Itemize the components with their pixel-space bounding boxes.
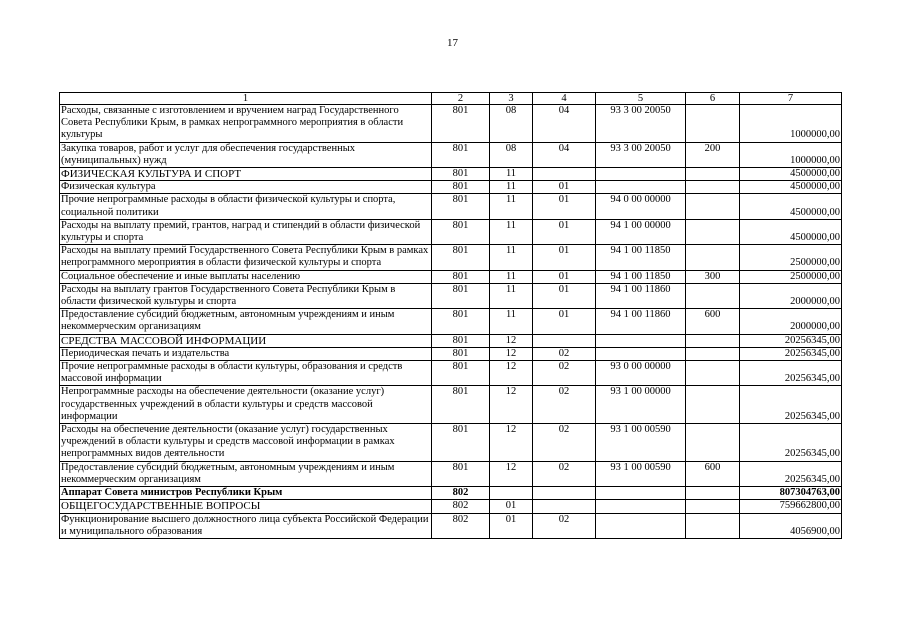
cell-name: Расходы, связанные с изготовлением и вручением наград Государственного Совета Республики Крым, в рамках непрограммного мероприятия в области культуры	[60, 105, 432, 143]
cell-target-article: 94 1 00 00000	[596, 219, 686, 244]
cell-section: 11	[490, 283, 533, 308]
cell-department: 801	[432, 424, 490, 462]
cell-name: ОБЩЕГОСУДАРСТВЕННЫЕ ВОПРОСЫ	[60, 500, 432, 513]
cell-amount: 20256345,00	[740, 386, 842, 424]
cell-section: 01	[490, 500, 533, 513]
budget-table	[59, 92, 842, 539]
table-body	[60, 105, 842, 539]
cell-subsection: 01	[533, 181, 596, 194]
cell-target-article: 93 1 00 00000	[596, 386, 686, 424]
cell-expense-type	[686, 487, 740, 500]
cell-expense-type	[686, 181, 740, 194]
cell-name: Закупка товаров, работ и услуг для обеспечения государственных (муниципальных) нужд	[60, 142, 432, 167]
cell-subsection: 01	[533, 309, 596, 334]
cell-target-article: 93 3 00 20050	[596, 142, 686, 167]
cell-section: 12	[490, 386, 533, 424]
cell-amount: 2000000,00	[740, 283, 842, 308]
cell-name: ФИЗИЧЕСКАЯ КУЛЬТУРА И СПОРТ	[60, 168, 432, 181]
cell-name: Аппарат Совета министров Республики Крым	[60, 487, 432, 500]
cell-amount: 807304763,00	[740, 487, 842, 500]
cell-target-article: 93 3 00 20050	[596, 105, 686, 143]
cell-subsection: 04	[533, 142, 596, 167]
cell-section: 12	[490, 461, 533, 486]
cell-subsection: 02	[533, 424, 596, 462]
cell-target-article: 93 1 00 00590	[596, 424, 686, 462]
cell-name: Социальное обеспечение и иные выплаты населению	[60, 270, 432, 283]
table-row	[60, 386, 842, 424]
header-col-7: 7	[740, 93, 842, 105]
cell-subsection	[533, 500, 596, 513]
cell-subsection: 04	[533, 105, 596, 143]
cell-amount: 20256345,00	[740, 347, 842, 360]
cell-amount: 4500000,00	[740, 181, 842, 194]
table-row	[60, 245, 842, 270]
cell-amount: 2500000,00	[740, 270, 842, 283]
cell-expense-type: 300	[686, 270, 740, 283]
cell-target-article: 94 1 00 11860	[596, 283, 686, 308]
cell-department: 801	[432, 194, 490, 219]
cell-subsection: 01	[533, 270, 596, 283]
cell-amount: 4500000,00	[740, 168, 842, 181]
cell-expense-type	[686, 168, 740, 181]
cell-subsection: 01	[533, 194, 596, 219]
table-row	[60, 461, 842, 486]
cell-amount: 1000000,00	[740, 105, 842, 143]
cell-subsection: 02	[533, 461, 596, 486]
cell-expense-type	[686, 500, 740, 513]
table-row	[60, 361, 842, 386]
cell-department: 801	[432, 105, 490, 143]
cell-subsection: 01	[533, 283, 596, 308]
cell-section: 01	[490, 513, 533, 538]
cell-section: 11	[490, 309, 533, 334]
cell-subsection: 01	[533, 219, 596, 244]
table-row	[60, 168, 842, 181]
cell-amount: 20256345,00	[740, 334, 842, 347]
cell-amount: 20256345,00	[740, 461, 842, 486]
cell-name: Предоставление субсидий бюджетным, автономным учреждениям и иным некоммерческим организациям	[60, 309, 432, 334]
cell-name: Функционирование высшего должностного лица субъекта Российской Федерации и муниципального образования	[60, 513, 432, 538]
cell-amount: 4056900,00	[740, 513, 842, 538]
cell-amount: 759662800,00	[740, 500, 842, 513]
cell-expense-type	[686, 424, 740, 462]
cell-subsection	[533, 487, 596, 500]
cell-section: 08	[490, 142, 533, 167]
cell-expense-type	[686, 361, 740, 386]
cell-expense-type	[686, 105, 740, 143]
cell-amount: 4500000,00	[740, 219, 842, 244]
cell-amount: 2500000,00	[740, 245, 842, 270]
cell-section: 11	[490, 168, 533, 181]
cell-target-article	[596, 487, 686, 500]
cell-name: Расходы на выплату премий Государственного Совета Республики Крым в рамках непрограммного мероприятия в области физической культуры и спорта	[60, 245, 432, 270]
cell-subsection	[533, 334, 596, 347]
cell-target-article: 93 1 00 00590	[596, 461, 686, 486]
page-number: 17	[447, 37, 458, 49]
cell-department: 801	[432, 361, 490, 386]
cell-target-article	[596, 347, 686, 360]
cell-amount: 20256345,00	[740, 361, 842, 386]
header-col-1: 1	[60, 93, 432, 105]
cell-expense-type	[686, 194, 740, 219]
cell-expense-type	[686, 386, 740, 424]
cell-department: 801	[432, 347, 490, 360]
cell-name: Предоставление субсидий бюджетным, автономным учреждениям и иным некоммерческим организациям	[60, 461, 432, 486]
table-row	[60, 334, 842, 347]
table-row	[60, 283, 842, 308]
cell-subsection: 02	[533, 347, 596, 360]
cell-section: 12	[490, 424, 533, 462]
table-row	[60, 219, 842, 244]
cell-expense-type	[686, 334, 740, 347]
cell-subsection: 02	[533, 513, 596, 538]
header-col-6: 6	[686, 93, 740, 105]
cell-target-article: 94 0 00 00000	[596, 194, 686, 219]
cell-name: Прочие непрограммные расходы в области физической культуры и спорта, социальной политики	[60, 194, 432, 219]
cell-expense-type	[686, 513, 740, 538]
cell-expense-type	[686, 283, 740, 308]
table-row	[60, 270, 842, 283]
cell-name: Периодическая печать и издательства	[60, 347, 432, 360]
cell-department: 801	[432, 309, 490, 334]
cell-department: 801	[432, 142, 490, 167]
cell-target-article: 94 1 00 11850	[596, 245, 686, 270]
cell-subsection: 02	[533, 361, 596, 386]
header-col-4: 4	[533, 93, 596, 105]
table-row	[60, 500, 842, 513]
cell-amount: 4500000,00	[740, 194, 842, 219]
cell-subsection	[533, 168, 596, 181]
cell-department: 801	[432, 283, 490, 308]
cell-section: 12	[490, 334, 533, 347]
cell-amount: 2000000,00	[740, 309, 842, 334]
table-row	[60, 181, 842, 194]
cell-section: 11	[490, 194, 533, 219]
cell-department: 801	[432, 270, 490, 283]
cell-department: 801	[432, 334, 490, 347]
cell-section: 11	[490, 270, 533, 283]
cell-section: 11	[490, 245, 533, 270]
cell-subsection: 01	[533, 245, 596, 270]
cell-name: Расходы на обеспечение деятельности (оказание услуг) государственных учреждений в области культуры и средств массовой информации в рамках непрограммных видов деятельности	[60, 424, 432, 462]
cell-amount: 20256345,00	[740, 424, 842, 462]
cell-section: 12	[490, 347, 533, 360]
cell-target-article: 93 0 00 00000	[596, 361, 686, 386]
cell-name: Физическая культура	[60, 181, 432, 194]
cell-department: 801	[432, 181, 490, 194]
table-row	[60, 142, 842, 167]
cell-department: 801	[432, 219, 490, 244]
cell-target-article	[596, 168, 686, 181]
table-row	[60, 309, 842, 334]
cell-target-article	[596, 500, 686, 513]
cell-section: 08	[490, 105, 533, 143]
cell-section: 12	[490, 361, 533, 386]
cell-target-article: 94 1 00 11860	[596, 309, 686, 334]
cell-section: 11	[490, 181, 533, 194]
cell-name: Расходы на выплату премий, грантов, наград и стипендий в области физической культуры и спорта	[60, 219, 432, 244]
header-col-2: 2	[432, 93, 490, 105]
cell-target-article	[596, 334, 686, 347]
cell-expense-type	[686, 219, 740, 244]
table-row	[60, 105, 842, 143]
table-row	[60, 487, 842, 500]
cell-name: Непрограммные расходы на обеспечение деятельности (оказание услуг) государственных учреждений в области культуры и средств массовой информации	[60, 386, 432, 424]
table-row	[60, 347, 842, 360]
cell-name: СРЕДСТВА МАССОВОЙ ИНФОРМАЦИИ	[60, 334, 432, 347]
header-col-5: 5	[596, 93, 686, 105]
table-row	[60, 513, 842, 538]
table-row	[60, 424, 842, 462]
cell-name: Прочие непрограммные расходы в области культуры, образования и средств массовой информации	[60, 361, 432, 386]
header-row	[60, 93, 842, 105]
cell-target-article	[596, 513, 686, 538]
cell-department: 801	[432, 168, 490, 181]
cell-target-article	[596, 181, 686, 194]
cell-expense-type: 200	[686, 142, 740, 167]
cell-section: 11	[490, 219, 533, 244]
cell-name: Расходы на выплату грантов Государственного Совета Республики Крым в области физической культуры и спорта	[60, 283, 432, 308]
cell-expense-type	[686, 347, 740, 360]
cell-expense-type: 600	[686, 309, 740, 334]
cell-department: 802	[432, 513, 490, 538]
cell-section	[490, 487, 533, 500]
cell-target-article: 94 1 00 11850	[596, 270, 686, 283]
cell-subsection: 02	[533, 386, 596, 424]
cell-department: 801	[432, 386, 490, 424]
cell-department: 801	[432, 461, 490, 486]
table-row	[60, 194, 842, 219]
header-col-3: 3	[490, 93, 533, 105]
cell-department: 801	[432, 245, 490, 270]
cell-expense-type	[686, 245, 740, 270]
cell-department: 802	[432, 487, 490, 500]
cell-department: 802	[432, 500, 490, 513]
cell-amount: 1000000,00	[740, 142, 842, 167]
cell-expense-type: 600	[686, 461, 740, 486]
